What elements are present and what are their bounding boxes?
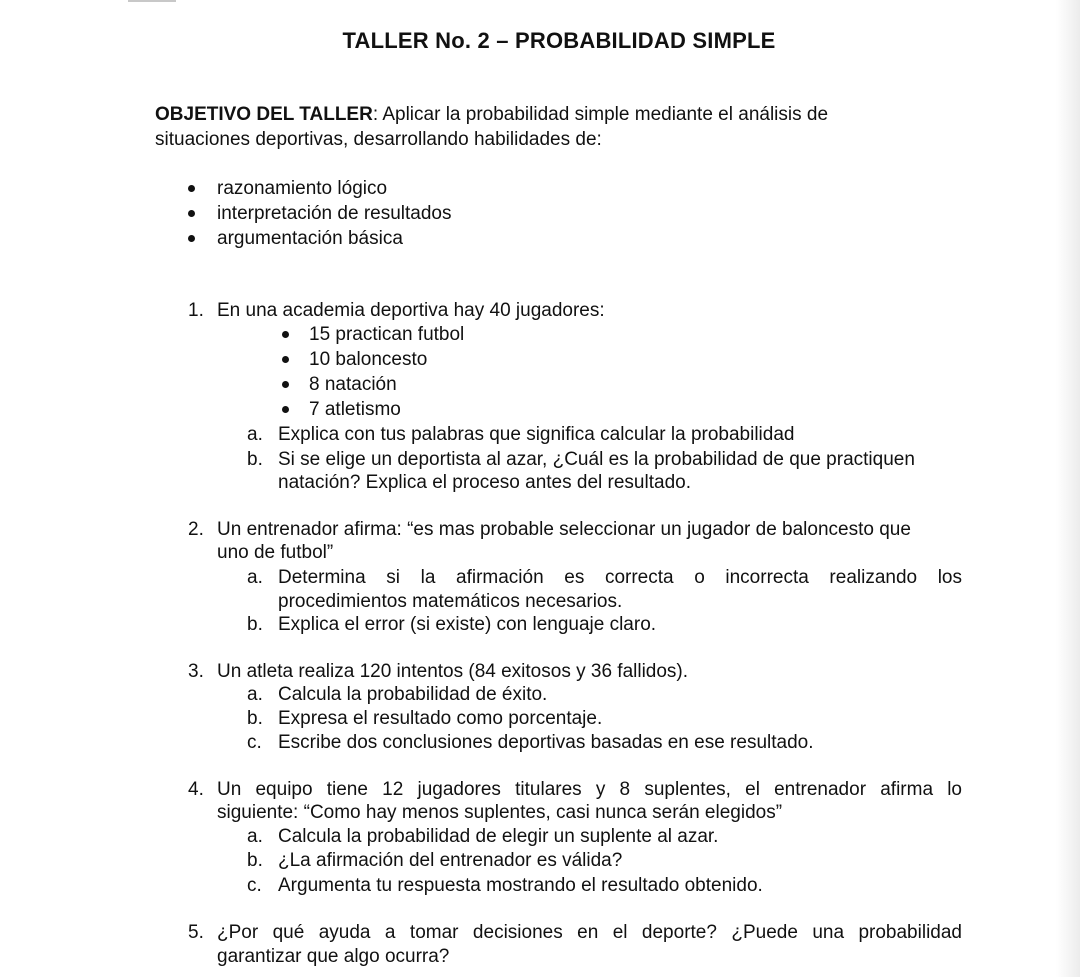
skill-item: argumentación básica (217, 228, 403, 249)
question-2a-letter: a. (247, 567, 263, 588)
question-5-text: garantizar que algo ocurra? (217, 946, 450, 967)
question-3a-text: Calcula la probabilidad de éxito. (278, 684, 548, 705)
sport-item: 7 atletismo (309, 399, 401, 420)
question-4-text: siguiente: “Como hay menos suplentes, casi nunca serán elegidos” (217, 802, 783, 823)
bullet-icon (282, 356, 289, 363)
bullet-icon (188, 185, 195, 192)
objective-text-1: : Aplicar la probabilidad simple mediante el análisis de (372, 104, 829, 125)
question-4-number: 4. (188, 779, 204, 800)
sport-item: 15 practican futbol (309, 324, 465, 345)
sport-item: 10 baloncesto (309, 349, 428, 370)
question-1b-text: Si se elige un deportista al azar, ¿Cuál es la probabilidad de que practiquen (278, 449, 915, 470)
bullet-icon (282, 381, 289, 388)
question-3c-letter: c. (247, 732, 262, 753)
question-2a-text: procedimientos matemáticos necesarios. (278, 591, 623, 612)
bullet-icon (282, 331, 289, 338)
question-1-number: 1. (188, 300, 204, 321)
question-4a-letter: a. (247, 826, 263, 847)
question-2-number: 2. (188, 519, 204, 540)
objective-line-1 (155, 102, 828, 127)
question-3b-letter: b. (247, 708, 263, 729)
question-2b-letter: b. (247, 614, 263, 635)
skill-item: interpretación de resultados (217, 203, 452, 224)
question-1b-letter: b. (247, 449, 263, 470)
question-2a-text: Determina si la afirmación es correcta o incorrecta realizando los (278, 567, 962, 588)
objective-label: OBJETIVO DEL TALLER (155, 104, 373, 125)
question-3a-letter: a. (247, 684, 263, 705)
document-title: TALLER No. 2 – PROBABILIDAD SIMPLE (342, 28, 776, 53)
bullet-icon (188, 210, 195, 217)
page-edge-shadow (1056, 0, 1080, 977)
question-2-text: Un entrenador afirma: “es mas probable seleccionar un jugador de baloncesto que (217, 519, 911, 540)
question-3c-text: Escribe dos conclusiones deportivas basadas en ese resultado. (278, 732, 814, 753)
question-2b-text: Explica el error (si existe) con lenguaje claro. (278, 614, 657, 635)
question-4-text: Un equipo tiene 12 jugadores titulares y 8 suplentes, el entrenador afirma lo (217, 779, 962, 800)
question-4c-text: Argumenta tu respuesta mostrando el resultado obtenido. (278, 875, 763, 896)
objective-line-2: situaciones deportivas, desarrollando habilidades de: (155, 129, 602, 150)
bullet-icon (188, 235, 195, 242)
question-4b-letter: b. (247, 850, 263, 871)
bullet-icon (282, 406, 289, 413)
question-3b-text: Expresa el resultado como porcentaje. (278, 708, 603, 729)
question-1a-letter: a. (247, 424, 263, 445)
header-rule (128, 0, 176, 2)
question-1-text: En una academia deportiva hay 40 jugadores: (217, 300, 605, 321)
question-5-text: ¿Por qué ayuda a tomar decisiones en el deporte? ¿Puede una probabilidad (217, 922, 962, 943)
question-4a-text: Calcula la probabilidad de elegir un suplente al azar. (278, 826, 719, 847)
question-5-number: 5. (188, 922, 204, 943)
question-3-number: 3. (188, 661, 204, 682)
question-2-text: uno de futbol” (217, 542, 334, 563)
question-1b-text: natación? Explica el proceso antes del resultado. (278, 472, 691, 493)
question-1a-text: Explica con tus palabras que significa calcular la probabilidad (278, 424, 795, 445)
question-4c-letter: c. (247, 875, 262, 896)
question-3-text: Un atleta realiza 120 intentos (84 exitosos y 36 fallidos). (217, 661, 689, 682)
question-4b-text: ¿La afirmación del entrenador es válida? (278, 850, 623, 871)
skill-item: razonamiento lógico (217, 178, 388, 199)
sport-item: 8 natación (309, 374, 397, 395)
